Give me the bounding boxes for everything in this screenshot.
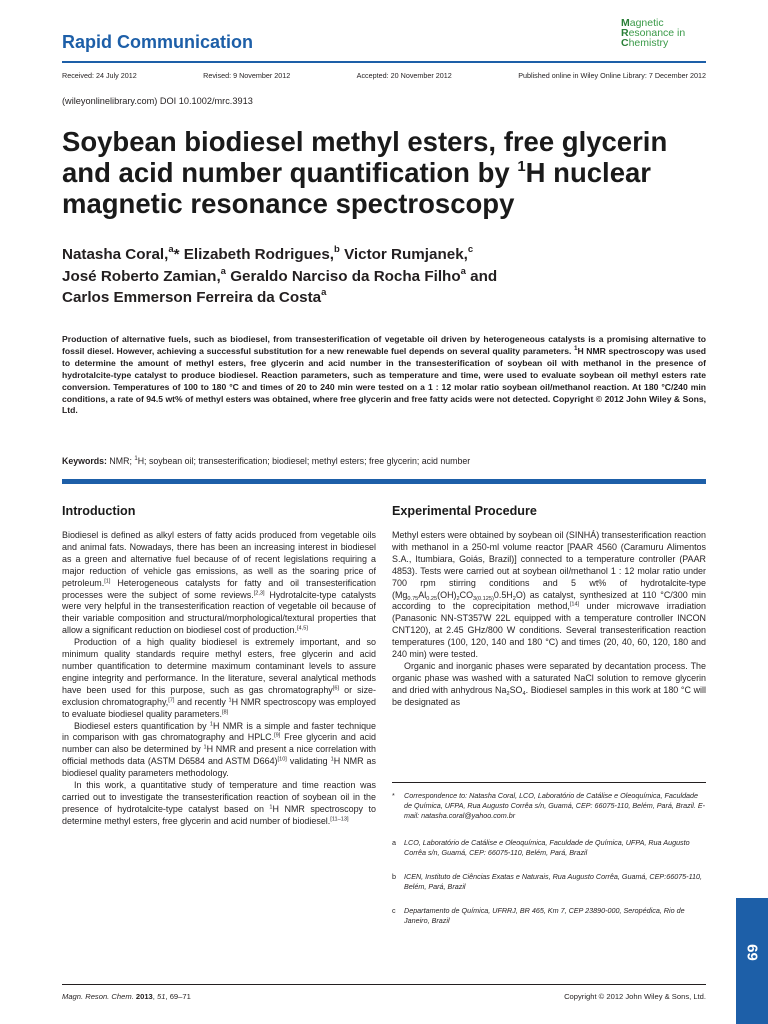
introduction-heading: Introduction xyxy=(62,504,136,518)
page-number: 69 xyxy=(743,944,761,961)
author: Elizabeth Rodrigues,$^b$ xyxy=(183,244,340,263)
article-dates xyxy=(62,71,706,80)
page-number-tab xyxy=(736,898,768,1024)
section-divider xyxy=(62,479,706,484)
paragraph: Biodiesel esters quantification by $^1$H NMR is a simple and faster technique in comparison with gas chromatography and HPLC.[9] Free glycerin and acid number can also be determined by $^1$H NMR and present a nice correlation with official methods data (ASTM D6584 and ASTM D664)[10] validating $^1$H NMR as biodiesel quality parameters methodology. xyxy=(62,720,377,779)
article-title: Soybean biodiesel methyl esters, free glycerin and acid number quantification by $^1$H nuclear magnetic resonance spectroscopy xyxy=(62,126,668,219)
copyright-footer: Copyright © 2012 John Wiley & Sons, Ltd. xyxy=(564,992,706,1001)
paragraph: Organic and inorganic phases were separated by decantation process. The organic phase was washed with a saturated NaCl solution to remove glycerin and dried with anhydrous $Na_2SO_4$. Biodiesel samples in this work at 180 °C will be designated as xyxy=(392,660,707,707)
introduction-column xyxy=(62,504,376,828)
footnote-affiliation-a: a LCO, Laboratório de Catálise e Oleoquímica, Faculdade de Química, UFPA, Rua Augusto Corrêa s/n, Guamá, CEP: 66075-110, Belém, Pará, Brazil xyxy=(392,838,690,857)
author: Natasha Coral,$^a$* xyxy=(62,244,184,263)
accepted-date: Accepted: 20 November 2012 xyxy=(356,71,452,80)
header-rule xyxy=(62,61,706,63)
experimental-column xyxy=(392,504,706,709)
footnote-rule xyxy=(392,782,706,783)
footnote-correspondence: * Correspondence to: Natasha Coral, LCO, Laboratório de Catálise e Oleoquímica, Faculdade de Química, UFPA, Rua Augusto Corrêa s/n, Guamá, CEP: 66075-110, Belém, Pará, Brazil. E-mail: natasha.coral@yahoo.com.br xyxy=(392,791,706,820)
author: Geraldo Narciso da Rocha Filho$^a$ and xyxy=(230,265,498,285)
paragraph: In this work, a quantitative study of temperature and time reaction was carried out to investigate the transesterification reaction of soybean oil in the presence of hydrotalcite-type catalyst based on $^1$H NMR spectroscopy to determine methyl esters, free glycerin and acid number of biodiesel.[11–13] xyxy=(62,780,376,826)
section-label: Rapid Communication xyxy=(62,32,254,52)
paragraph: Methyl esters were obtained by soybean oil (SINHÁ) transesterification reaction with methanol in a 250-ml volume reactor [PAAR 4560 (Caramuru Alimentos S.A., Itumbiara, Goiás, Brazil)] connected to a temperature controller (PAAR 4853). Tests were carried out at soybean oil/methanol 1 : 12 molar ratio under 700 rpm stirring conditions and 5 wt% of hydrotalcite-type $(Mg_{0.75}Al_{0.25}(OH)_2CO_{3(0.125)}0.5H_2O)$ as catalyst, synthesized at 110 °C/300 min according to the coprecipitation method,[14] under microwave irradiation (Panasonic NN-ST357W 22L equipped with a temperature controller INCON CNT120), at 2.45 GHz/800 W conditions. Several transesterification reaction temperatures (100, 120, 140 and 180 °C) and times (20, 40, 60, 120, 180 and 240 min) were tested. xyxy=(392,530,706,660)
received-date: Received: 24 July 2012 xyxy=(62,71,137,80)
citation-footer: Magn. Reson. Chem. 2013, 51, 69–71 xyxy=(62,992,191,1001)
doi-line: (wileyonlinelibrary.com) DOI 10.1002/mrc.3913 xyxy=(62,96,253,106)
author-list xyxy=(62,244,682,309)
author: Carlos Emmerson Ferreira da Costa$^a$ xyxy=(62,287,327,306)
footnote-affiliation-b: b ICEN, Instituto de Ciências Exatas e Naturais, Rua Augusto Corrêa, Guamá, CEP:66075-110, Belém, Pará, Brazil xyxy=(392,872,703,891)
paragraph: Biodiesel is defined as alkyl esters of fatty acids produced from vegetable oils and animal fats. Nowadays, there has been an increasing interest in biodiesel as a green and alternative fuel because of of recent legislations requiring a major reduction of vehicle gas emissions, as well as the soaring price of petroleum.[1] Heterogeneous catalysts for fatty and oil transesterification processes were the subject of some reviews.[2,3] Hydrotalcite-type catalysts were very helpful in the transesterification reaction of vegetable oil because of their variable composition and structural/morphological/textural properties that allow a significant reduction on biodiesel cost of production.[4,5] xyxy=(62,530,376,636)
experimental-heading: Experimental Procedure xyxy=(392,504,537,518)
footer-rule xyxy=(62,984,706,985)
footnote-affiliation-c: c Departamento de Química, UFRRJ, BR 465, Km 7, CEP 23890-000, Seropédica, Rio de Janeiro, Brazil xyxy=(392,906,685,925)
experimental-body xyxy=(392,530,706,709)
journal-logo: Magnetic Resonance in Chemistry xyxy=(621,17,686,49)
abstract: Production of alternative fuels, such as biodiesel, from transesterification of vegetable oil driven by heterogeneous catalysts is a promising alternative to fossil diesel. However, achieving a successful substitution for a new renewable fuel depends on several quality parameters. $^1$H NMR spectroscopy was used to determine the amount of methyl esters, free glycerin and acid number in the transesterification of soybean oil with methanol in the presence of hydrotalcite-type catalyst to produce biodiesel. Reaction parameters, such as temperature and time, were used to evaluate soybean oil methyl esters rate conversion. Temperatures of 100 to 180 °C and times of 20 to 240 min were tested on a 1 : 12 molar ratio soybean oil/methanol reaction. At 180 °C/240 min conditions, a rate of 94.5 wt% of methyl esters was obtained, where free glycerin and free fatty acids were not detected. Copyright © 2012 John Wiley & Sons, Ltd. xyxy=(62,334,706,416)
paragraph: Production of a high quality biodiesel is extremely important, and so minimum quality standards require methyl esters, free glycerin and acid number quantification to determine maximum contaminant levels to assure engine integrity and performance. In the literature, several analytical methods have been used for this purpose, such as gas chromatography[6] or size-exclusion chromatography,[7] and recently $^1$H NMR spectroscopy was employed to evaluate biodiesel quality parameters.[8] xyxy=(62,637,376,719)
author: José Roberto Zamian,$^a$ xyxy=(62,265,226,285)
published-date: Published online in Wiley Online Library: 7 December 2012 xyxy=(518,71,706,80)
author: Victor Rumjanek,$^c$ xyxy=(344,244,474,263)
introduction-body xyxy=(62,530,376,828)
revised-date: Revised: 9 November 2012 xyxy=(203,71,291,80)
keywords: Keywords: NMR; $^1$H; soybean oil; transesterification; biodiesel; methyl esters; free glycerin; acid number xyxy=(62,456,471,466)
